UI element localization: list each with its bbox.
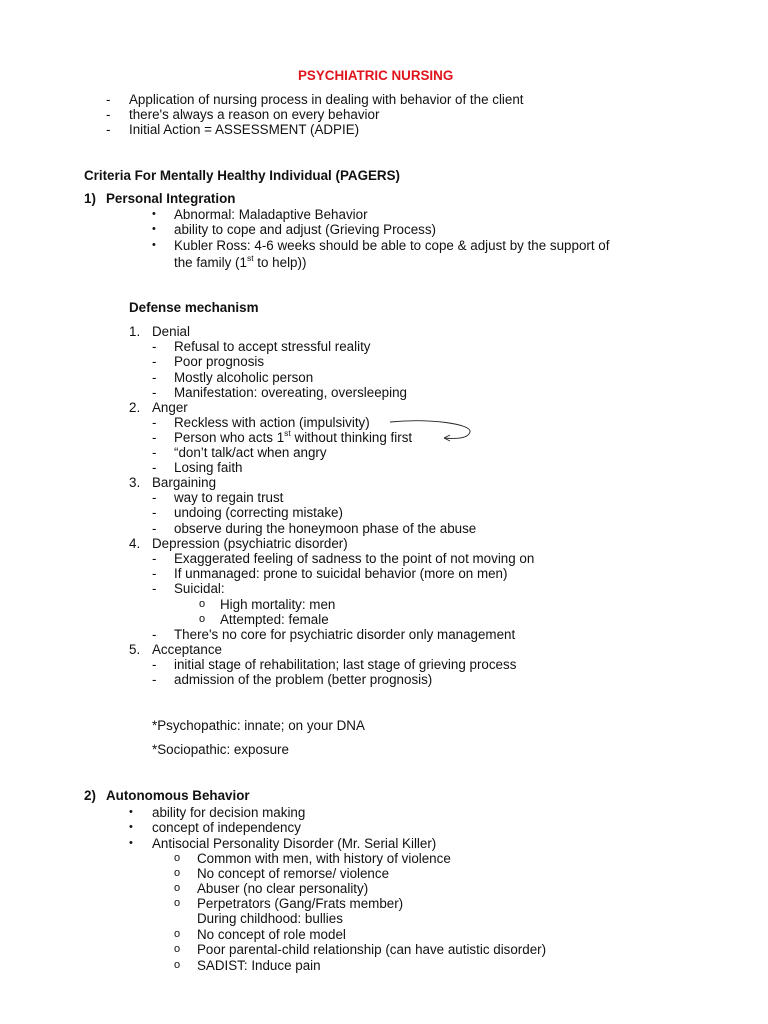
sub-list-item-continuation: During childhood: bullies xyxy=(197,911,343,926)
list-number: 2. xyxy=(129,400,141,415)
list-number: 4. xyxy=(129,536,141,551)
list-item: concept of independency xyxy=(152,820,301,835)
defense-bargaining: Bargaining xyxy=(152,475,217,490)
defense-anger: Anger xyxy=(152,400,188,415)
sub-list-item: SADIST: Induce pain xyxy=(197,958,321,973)
circle-bullet-marker: o xyxy=(174,882,181,894)
circle-bullet-marker: o xyxy=(174,928,181,940)
list-item: way to regain trust xyxy=(174,490,284,505)
sub-list-item: Attempted: female xyxy=(220,612,329,627)
dash-marker: - xyxy=(152,445,157,460)
bullet-marker: • xyxy=(152,223,156,235)
bullet-marker: • xyxy=(129,837,133,849)
dash-marker: - xyxy=(152,657,157,672)
sub-list-item: No concept of remorse/ violence xyxy=(197,866,390,881)
defense-depression: Depression (psychiatric disorder) xyxy=(152,536,348,551)
criteria-heading: Criteria For Mentally Healthy Individual (PAGERS) xyxy=(84,168,400,183)
list-number: 3. xyxy=(129,475,141,490)
sub-list-item: Perpetrators (Gang/Frats member) xyxy=(197,896,404,911)
dash-marker: - xyxy=(152,521,157,536)
bullet-marker: • xyxy=(129,821,133,833)
dash-marker: - xyxy=(152,354,157,369)
intro-item: Initial Action = ASSESSMENT (ADPIE) xyxy=(129,122,360,137)
dash-marker: - xyxy=(152,551,157,566)
list-item: initial stage of rehabilitation; last stage of grieving process xyxy=(174,657,517,672)
dash-marker: - xyxy=(152,460,157,475)
sub-list-item: High mortality: men xyxy=(220,597,336,612)
page-title: PSYCHIATRIC NURSING xyxy=(298,68,454,83)
dash-marker: - xyxy=(152,581,157,596)
dash-marker: - xyxy=(106,107,111,122)
list-item: undoing (correcting mistake) xyxy=(174,505,343,520)
dash-marker: - xyxy=(106,92,111,107)
dash-marker: - xyxy=(106,122,111,137)
dash-marker: - xyxy=(152,566,157,581)
list-item: If unmanaged: prone to suicidal behavior (more on men) xyxy=(174,566,508,581)
list-number: 1. xyxy=(129,324,141,339)
circle-bullet-marker: o xyxy=(174,867,181,879)
list-item: ability for decision making xyxy=(152,805,306,820)
list-item: Suicidal: xyxy=(174,581,225,596)
bullet-marker: • xyxy=(129,806,133,818)
list-item: Refusal to accept stressful reality xyxy=(174,339,371,354)
defense-mechanism-heading: Defense mechanism xyxy=(129,300,259,315)
bullet-marker: • xyxy=(152,208,156,220)
sub-list-item: Abuser (no clear personality) xyxy=(197,881,369,896)
circle-bullet-marker: o xyxy=(174,852,181,864)
note-psychopathic: *Psychopathic: innate; on your DNA xyxy=(152,718,365,733)
dash-marker: - xyxy=(152,672,157,687)
list-item-continuation: the family (1st to help)) xyxy=(174,252,307,270)
list-item: Exaggerated feeling of sadness to the point of not moving on xyxy=(174,551,535,566)
dash-marker: - xyxy=(152,339,157,354)
circle-bullet-marker: o xyxy=(199,598,206,610)
bullet-marker: • xyxy=(152,239,156,251)
list-item: Mostly alcoholic person xyxy=(174,370,314,385)
section-heading-autonomous-behavior: Autonomous Behavior xyxy=(106,788,250,803)
sub-list-item: Poor parental-child relationship (can have autistic disorder) xyxy=(197,942,547,957)
dash-marker: - xyxy=(152,430,157,445)
dash-marker: - xyxy=(152,370,157,385)
defense-denial: Denial xyxy=(152,324,190,339)
section-number: 1) xyxy=(84,191,96,206)
section-number: 2) xyxy=(84,788,96,803)
intro-item: there's always a reason on every behavior xyxy=(129,107,380,122)
list-item: Kubler Ross: 4-6 weeks should be able to cope & adjust by the support of xyxy=(174,238,610,253)
list-item: admission of the problem (better prognosis) xyxy=(174,672,433,687)
dash-marker: - xyxy=(152,627,157,642)
list-item: Manifestation: overeating, oversleeping xyxy=(174,385,407,400)
list-item: ability to cope and adjust (Grieving Process) xyxy=(174,222,436,237)
list-item: Losing faith xyxy=(174,460,243,475)
sub-list-item: Common with men, with history of violence xyxy=(197,851,451,866)
sub-list-item: No concept of role model xyxy=(197,927,346,942)
circle-bullet-marker: o xyxy=(199,613,206,625)
note-sociopathic: *Sociopathic: exposure xyxy=(152,742,289,757)
list-item: Abnormal: Maladaptive Behavior xyxy=(174,207,368,222)
circle-bullet-marker: o xyxy=(174,959,181,971)
list-item: Reckless with action (impulsivity) xyxy=(174,415,370,430)
dash-marker: - xyxy=(152,490,157,505)
circle-bullet-marker: o xyxy=(174,897,181,909)
section-heading-personal-integration: Personal Integration xyxy=(106,191,236,206)
list-item: Person who acts 1st without thinking first xyxy=(174,427,413,445)
intro-item: Application of nursing process in dealing with behavior of the client xyxy=(129,92,524,107)
circle-bullet-marker: o xyxy=(174,943,181,955)
list-item: “don’t talk/act when angry xyxy=(174,445,327,460)
list-item: observe during the honeymoon phase of the abuse xyxy=(174,521,477,536)
list-number: 5. xyxy=(129,642,141,657)
hand-drawn-arrow-icon xyxy=(360,414,476,446)
dash-marker: - xyxy=(152,505,157,520)
defense-acceptance: Acceptance xyxy=(152,642,222,657)
dash-marker: - xyxy=(152,385,157,400)
list-item: Poor prognosis xyxy=(174,354,265,369)
list-item: There's no core for psychiatric disorder only management xyxy=(174,627,516,642)
dash-marker: - xyxy=(152,415,157,430)
list-item: Antisocial Personality Disorder (Mr. Serial Killer) xyxy=(152,836,437,851)
